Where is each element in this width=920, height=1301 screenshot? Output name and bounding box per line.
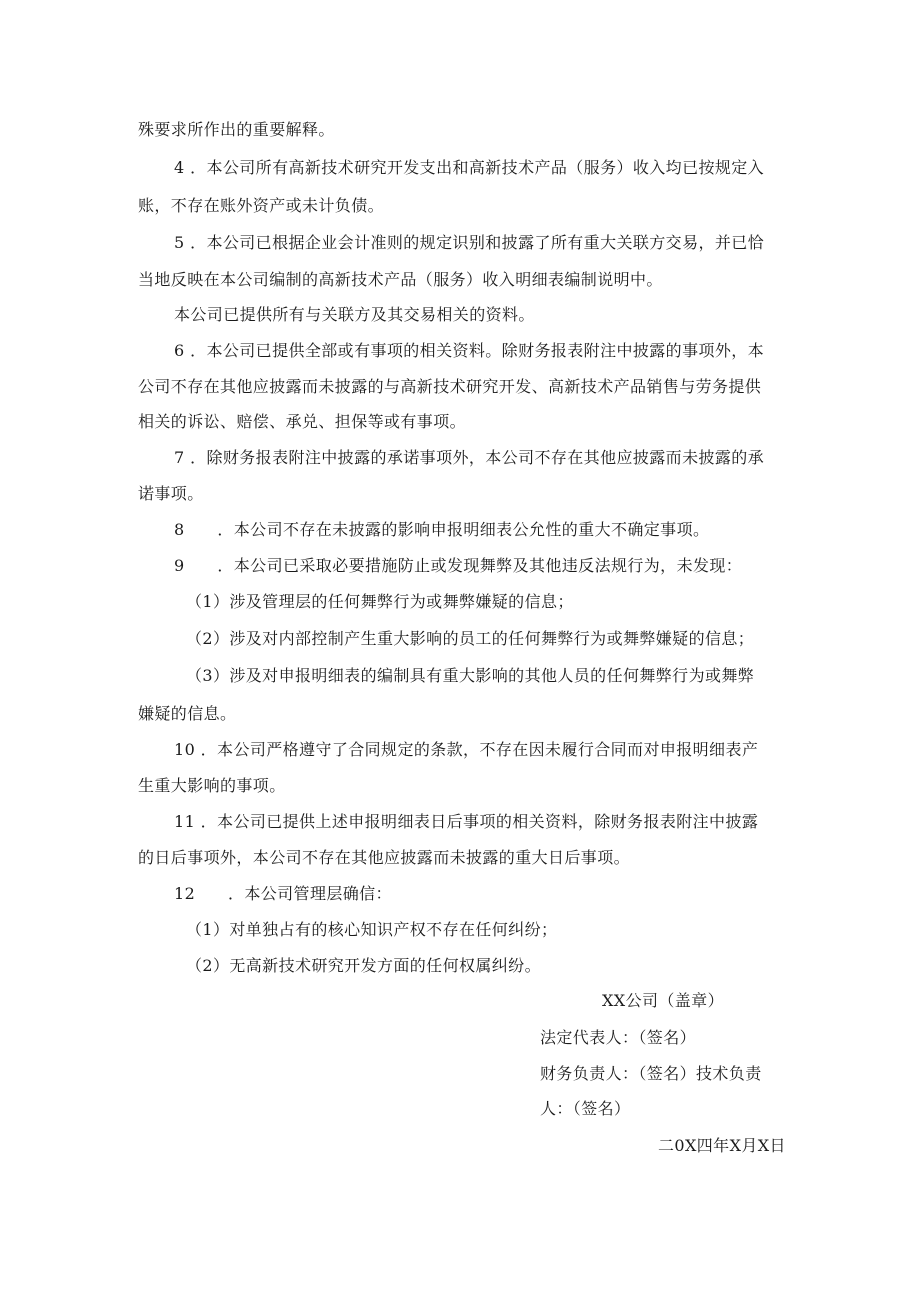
clause-11-line-2: 的日后事项外，本公司不存在其他应披露而未披露的重大日后事项。 [138,848,631,867]
finance-head-line: 财务负责人：（签名）技术负责 [540,1064,762,1083]
clause-6-line-3: 相关的诉讼、赔偿、承兑、担保等或有事项。 [138,412,467,431]
clause-10-line-2: 生重大影响的事项。 [138,776,286,795]
body-line: 殊要求所作出的重要解释。 [138,120,335,139]
clause-8-line: 8 ．本公司不存在未披露的影响申报明细表公允性的重大不确定事项。 [174,520,710,539]
clause-9-item-1: （1）涉及管理层的任何舞弊行为或舞弊嫌疑的信息； [186,592,574,611]
clause-9-line: 9 ．本公司已采取必要措施防止或发现舞弊及其他违反法规行为，未发现： [174,556,743,575]
clause-9-item-3-line-2: 嫌疑的信息。 [138,704,237,723]
clause-5-line-1: 5 ．本公司已根据企业会计准则的规定识别和披露了所有重大关联方交易，并已恰 [174,233,765,252]
legal-representative-line: 法定代表人：（签名） [540,1028,697,1047]
clause-4-line-2: 账，不存在账外资产或未计负债。 [138,196,385,215]
clause-5-line-2: 当地反映在本公司编制的高新技术产品（服务）收入明细表编制说明中。 [138,270,663,289]
clause-10-line-1: 10 ．本公司严格遵守了合同规定的条款，不存在因未履行合同而对申报明细表产 [174,740,759,759]
clause-6-line-2: 公司不存在其他应披露而未披露的与高新技术研究开发、高新技术产品销售与劳务提供 [138,377,762,396]
related-party-line: 本公司已提供所有与关联方及其交易相关的资料。 [174,305,535,324]
clause-12-line: 12 ．本公司管理层确信： [174,884,392,903]
clause-11-line-1: 11 ．本公司已提供上述申报明细表日后事项的相关资料，除财务报表附注中披露 [174,812,759,831]
clause-9-item-3-line-1: （3）涉及对申报明细表的编制具有重大影响的其他人员的任何舞弊行为或舞弊 [186,666,755,685]
clause-12-item-2: （2）无高新技术研究开发方面的任何权属纠纷。 [186,956,541,975]
clause-12-item-1: （1）对单独占有的核心知识产权不存在任何纠纷； [186,920,558,939]
clause-7-line-2: 诺事项。 [138,484,204,503]
company-seal-line: XX公司（盖章） [602,991,724,1010]
technical-head-line: 人：（签名） [540,1099,631,1118]
clause-7-line-1: 7 ．除财务报表附注中披露的承诺事项外，本公司不存在其他应披露而未披露的承 [174,448,765,467]
date-line: 二0X四年X月X日 [658,1136,786,1155]
clause-4-line-1: 4 ．本公司所有高新技术研究开发支出和高新技术产品（服务）收入均已按规定入 [174,158,765,177]
clause-9-item-2: （2）涉及对内部控制产生重大影响的员工的任何舞弊行为或舞弊嫌疑的信息； [186,629,755,648]
clause-6-line-1: 6 ．本公司已提供全部或有事项的相关资料。除财务报表附注中披露的事项外，本 [174,341,765,360]
